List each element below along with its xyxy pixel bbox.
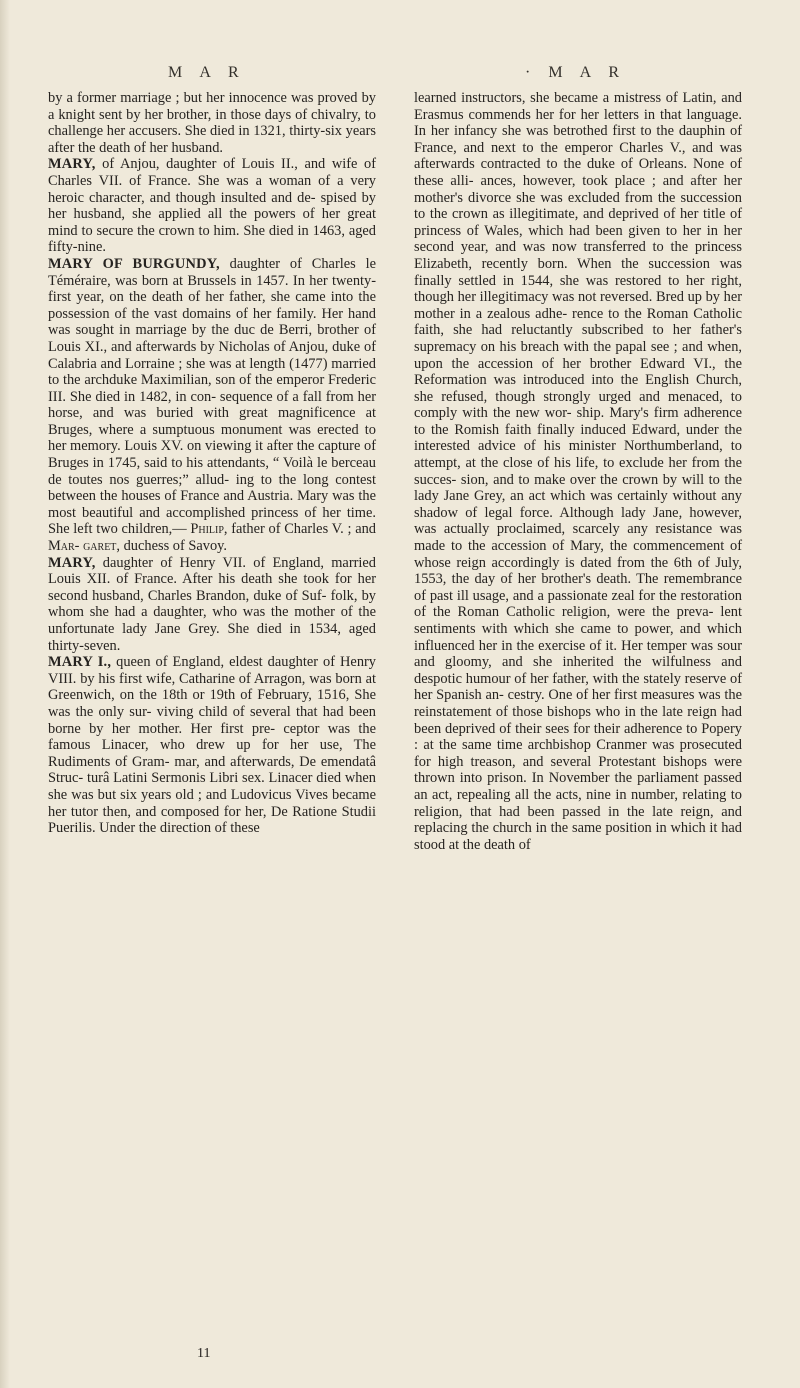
entry-mary-daughter-of-henry-vii xyxy=(48,555,376,655)
right-column xyxy=(414,90,742,853)
entry-mary-of-anjou xyxy=(48,156,376,256)
child-name-margaret: Mar- garet, xyxy=(48,538,121,555)
entry-mary-i xyxy=(48,654,376,837)
child-name-philip: Philip, xyxy=(190,521,228,538)
running-head-right: · M A R xyxy=(525,64,627,81)
entry-headword: MARY, xyxy=(48,156,96,173)
continuation-paragraph: by a former marriage ; but her innocence was proved by a knight sent by her brother, in those days of chivalry, to challenge her accusers. She died in 1321, thirty-six years after the death of her husband. xyxy=(48,90,376,156)
entry-text: of Anjou, daughter of Louis II., and wife of Charles VII. of France. She was a woman of a very heroic character, and though insulted and de- spised by her husband, she applied all the powers of her great mind to secure the crown to him. She died in 1463, aged fifty-nine. xyxy=(48,156,376,256)
entry-mary-of-burgundy xyxy=(48,256,376,555)
entry-headword: MARY, xyxy=(48,554,96,571)
left-column xyxy=(48,90,376,837)
entry-text: queen of England, eldest daughter of Henry VIII. by his first wife, Catharine of Arragon, was born at Greenwich, on the 18th or 19th of February, 1516, She was the only sur- viving child of several that had been borne by her mother. Her first pre- ceptor was the famous Linacer, who drew up for her use, The Rudiments of Gram- mar, and afterwards, De emendatâ Struc- turâ Latini Sermonis Libri sex. Linacer died when she was but six years old ; and Ludovicus Vives became her tutor then, and composed for her, De Ratione Studii Puerilis. Under the direction of these xyxy=(48,654,377,837)
entry-headword: MARY OF BURGUNDY, xyxy=(48,255,220,272)
right-column-text: learned instructors, she became a mistress of Latin, and Erasmus commends her for her letters in that language. In her infancy she was betrothed first to the dauphin of France, and next to the emperor Charles V., and was afterwards contracted to the duke of Orleans. None of these alli- ances, however, took place ; and after her mother's divorce she was excluded from the succession to the crown as illegitimate, and deprived of her title of princess of Wales, which had been given to her in her second year, and was now transferred to the princess Elizabeth, recently born. When the succession was finally settled in 1544, she was restored to her right, though her illegitimacy was not reversed. Bred up by her mother in a zealous adhe- rence to the Roman Catholic faith, she had reluctantly subscribed to her father's supremacy on his breach with the papal see ; and when, upon the accession of her brother Edward VI., the Reformation was introduced into the English Church, she refused, though strongly urged and menaced, to comply with the new wor- ship. Mary's firm adherence to the Romish faith finally induced Edward, under the interested advice of his minister Northumberland, to attempt, at the close of his life, to exclude her from the succes- sion, and to make over the crown by will to the lady Jane Grey, an act which was certainly without any shadow of legal force. Although lady Jane, however, was actually proclaimed, scarcely any resistance was made to the accession of Mary, the commencement of whose reign accordingly is dated from the 6th of July, 1553, the day of her brother's death. The remembrance of past ill usage, and a passionate zeal for the restoration of the Roman Catholic religion, were the preva- lent sentiments with which she came to power, and which influenced her in the exercise of it. Her temper was sour and gloomy, and she inherited the wilfulness and despotic humour of her father, with the stately reserve of her Spanish an- cestry. One of her first measures was the reinstatement of those bishops who in the late reign had been deprived of their sees for their adherence to Popery : at the same time archbishop Cranmer was prosecuted for high treason, and several Protestant bishops were thrown into prison. In November the parliament passed an act, repealing all the acts, nine in number, relating to religion, that had been passed in the late reign, and replacing the church in the same position in which it had stood at the death of xyxy=(414,90,742,853)
entry-text: daughter of Henry VII. of England, married Louis XII. of France. After his death she took for her second husband, Charles Brandon, duke of Suf- folk, by whom she had a daughter, who was the mother of the unfortunate lady Jane Grey. She died in 1534, aged thirty-seven. xyxy=(48,554,376,654)
entry-text: daughter of Charles le Téméraire, was born at Brussels in 1457. In her twenty-first year, on the death of her father, she came into the possession of the vast domains of her family. Her hand was sought in marriage by the duc de Berri, brother of Louis XI., and afterwards by Nicholas of Anjou, duke of Calabria and Lorraine ; she was at length (1477) married to the archduke Maximilian, son of the emperor Frederic III. She died in 1482, in con- sequence of a fall from her horse, and was buried with great magnificence at Bruges, where a sumptuous monument was erected to her memory. Louis XV. on viewing it after the capture of Bruges in 1745, said to his attendants, “ Voilà le berceau de toutes nos guerres;” allud- ing to the long contest between the houses of France and Austria. Mary was the most beautiful and accomplished princess of her time. She left two children,— xyxy=(48,255,376,538)
entry-headword: MARY I., xyxy=(48,654,112,671)
running-head-left: M A R xyxy=(168,64,246,81)
child-text-margaret: duchess of Savoy. xyxy=(120,538,227,555)
page-edge-shadow xyxy=(0,0,10,1388)
page-number: 11 xyxy=(197,1346,211,1361)
child-text-philip: father of Charles V. ; and xyxy=(227,521,376,538)
